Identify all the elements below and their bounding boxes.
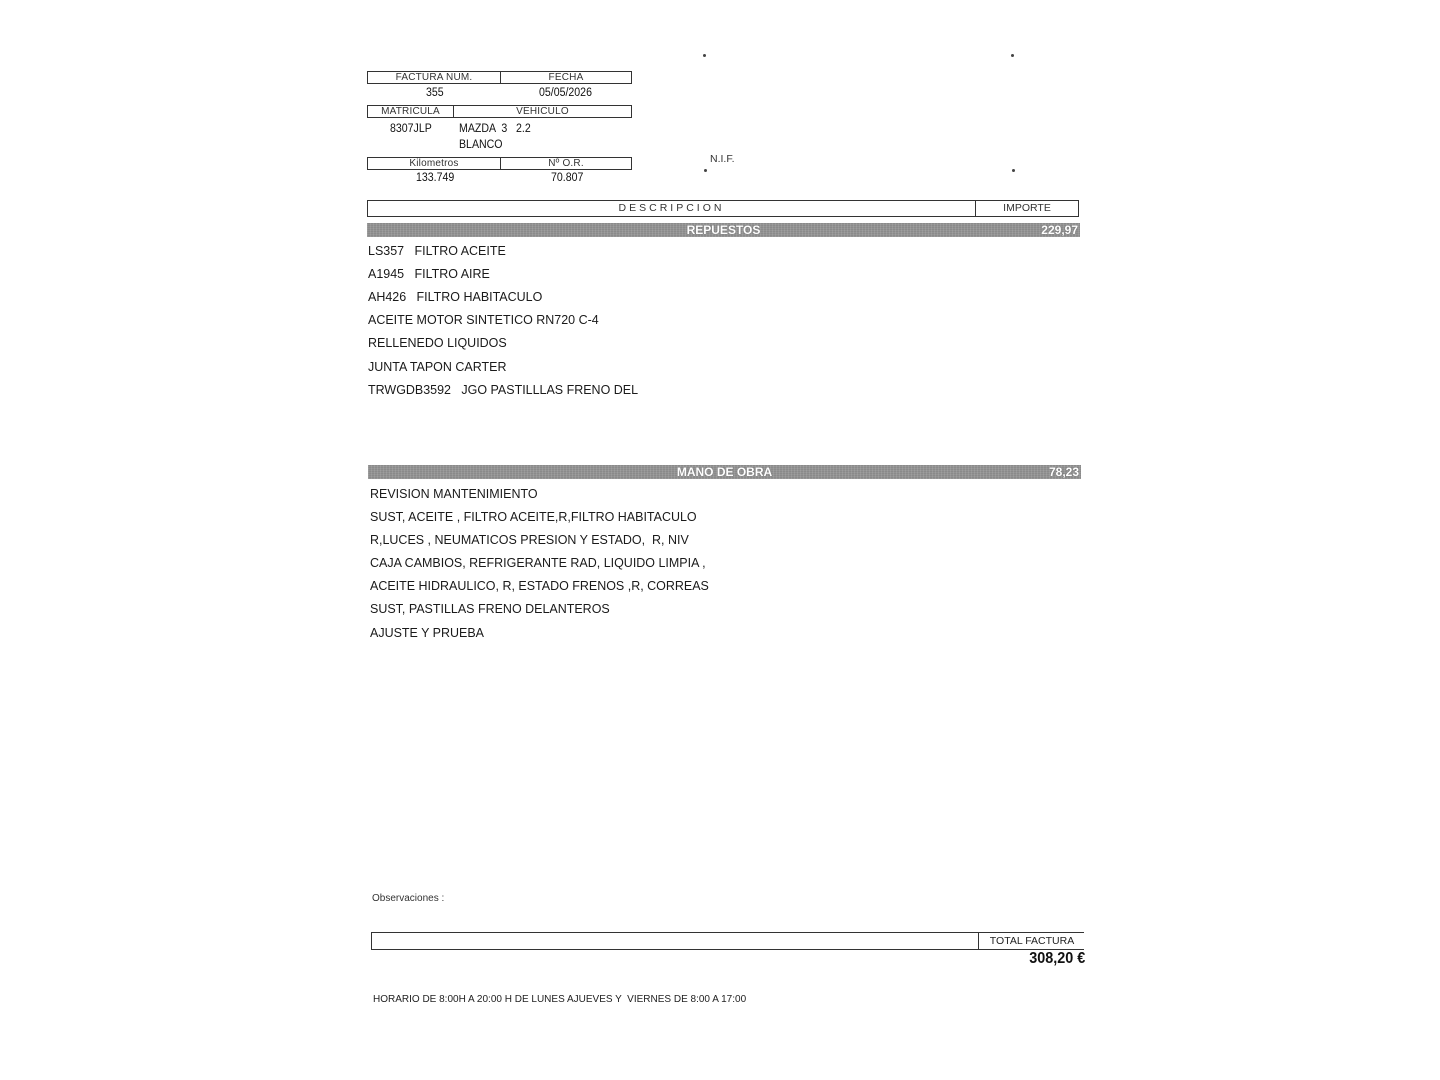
list-item: ACEITE MOTOR SINTETICO RN720 C-4 [368, 312, 599, 327]
list-item: CAJA CAMBIOS, REFRIGERANTE RAD, LIQUIDO LIMPIA , [370, 555, 706, 570]
kilometros-label: Kilometros [367, 157, 501, 170]
horario-text: HORARIO DE 8:00H A 20:00 H DE LUNES AJUEVES Y VIERNES DE 8:00 A 17:00 [373, 994, 747, 1005]
repuestos-amount: 229,97 [1041, 223, 1078, 237]
list-item: SUST, ACEITE , FILTRO ACEITE,R,FILTRO HABITACULO [370, 509, 697, 524]
scan-dot-3 [704, 169, 707, 172]
vehiculo-modelo: MAZDA 3 2.2 [459, 123, 531, 135]
total-factura-label: TOTAL FACTURA [978, 933, 1085, 949]
scan-dot-2 [1011, 54, 1014, 57]
matricula-label: MATRICULA [367, 105, 454, 118]
total-factura-amount: 308,20 € [1028, 950, 1085, 967]
list-item: RELLENEDO LIQUIDOS [368, 335, 507, 350]
repuestos-title: REPUESTOS [686, 223, 761, 237]
importe-label: IMPORTE [1003, 202, 1051, 214]
factura-num-label: FACTURA NUM. [367, 71, 501, 84]
matricula-value: 8307JLP [390, 123, 432, 135]
list-item: AJUSTE Y PRUEBA [370, 625, 484, 640]
list-item: R,LUCES , NEUMATICOS PRESION Y ESTADO, R, NIV [370, 532, 689, 547]
list-item: LS357 FILTRO ACEITE [368, 243, 506, 258]
scan-dot-1 [703, 54, 706, 57]
list-item: AH426 FILTRO HABITACULO [368, 289, 543, 304]
list-item: TRWGDB3592 JGO PASTILLLAS FRENO DEL [368, 382, 639, 397]
fecha-value: 05/05/2026 [539, 87, 592, 99]
nif-label: N.I.F. [710, 153, 735, 165]
list-item: JUNTA TAPON CARTER [368, 359, 507, 374]
mano-obra-bar [368, 465, 1081, 479]
or-label: Nº O.R. [500, 157, 632, 170]
total-box [371, 932, 1084, 950]
kilometros-value: 133.749 [416, 172, 455, 184]
factura-num-value: 355 [426, 87, 444, 99]
descripcion-label: DESCRIPCION [368, 201, 976, 216]
scan-dot-4 [1012, 169, 1015, 172]
list-item: ACEITE HIDRAULICO, R, ESTADO FRENOS ,R, CORREAS [370, 578, 709, 593]
repuestos-bar [367, 223, 1080, 237]
list-item: A1945 FILTRO AIRE [368, 266, 490, 281]
observaciones-label: Observaciones : [372, 893, 445, 904]
or-value: 70.807 [551, 172, 584, 184]
list-item: REVISION MANTENIMIENTO [370, 486, 538, 501]
fecha-label: FECHA [500, 71, 632, 84]
list-item: SUST, PASTILLAS FRENO DELANTEROS [370, 601, 610, 616]
vehiculo-label: VEHICULO [453, 105, 632, 118]
description-table-header [367, 200, 1079, 217]
mano-obra-title: MANO DE OBRA [676, 465, 773, 479]
mano-obra-amount: 78,23 [1048, 465, 1079, 479]
vehiculo-color: BLANCO [459, 139, 503, 151]
